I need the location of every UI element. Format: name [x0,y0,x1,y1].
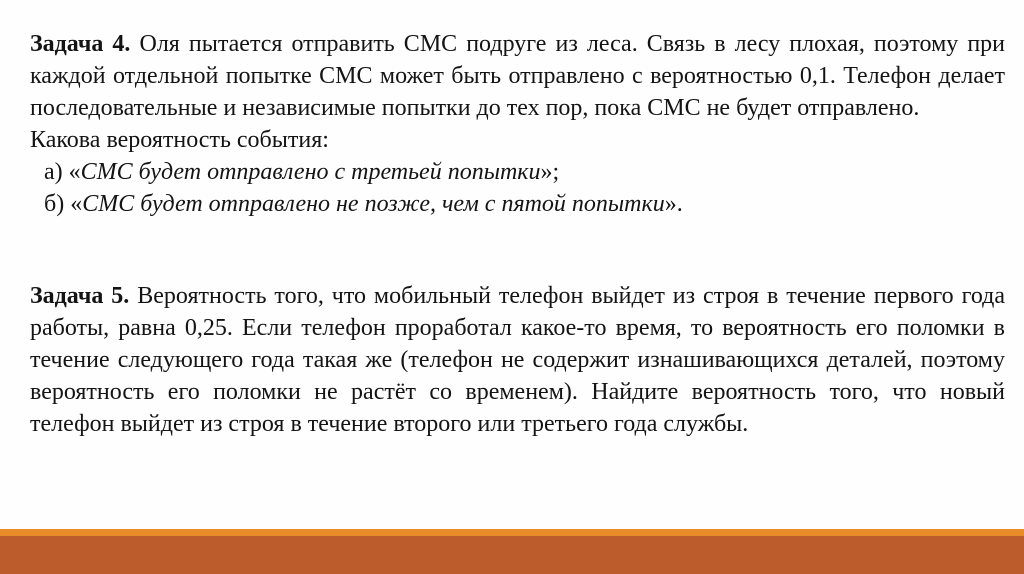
item-b-suffix: ». [664,191,683,217]
task5-text: Вероятность того, что мобильный телефон выйдет из строя в течение первого года работы, равна 0,25. Если телефон проработал какое-то время, то вероятность его поломки в течение следующего года такая же (телефон не содержит изнашивающихся деталей, поэтому вероятность его поломки не растёт со временем). Найдите вероятность того, что новый телефон выйдет из строя в течение второго или третьего года службы. [30,283,1006,437]
item-b-event: СМС будет отправлено не позже, чем с пятой попытки [82,191,665,217]
footer [0,529,1024,574]
item-a-prefix: а) « [44,159,81,185]
footer-accent-stripe [0,529,1024,536]
task4-label: Задача 4. [30,31,131,57]
item-a-suffix: »; [540,159,560,185]
task4-question: Какова вероятность события: [30,127,329,153]
item-a-event: СМС будет отправлено с третьей попытки [80,159,541,185]
item-b-prefix: б) « [44,191,83,217]
footer-bar [0,536,1024,574]
task4-text: Оля пытается отправить СМС подруге из леса. Связь в лесу плохая, поэтому при каждой отдельной попытке СМС может быть отправлено с вероятностью 0,1. Телефон делает последовательные и независимые попытки до тех пор, пока СМС не будет отправлено. [30,31,1006,121]
task4-paragraph [30,28,1005,124]
task5-paragraph [30,280,1005,440]
slide-content [30,28,1005,440]
task4-item-a [44,156,1005,188]
task4-item-b [44,188,1005,220]
task5-label: Задача 5. [30,283,130,309]
